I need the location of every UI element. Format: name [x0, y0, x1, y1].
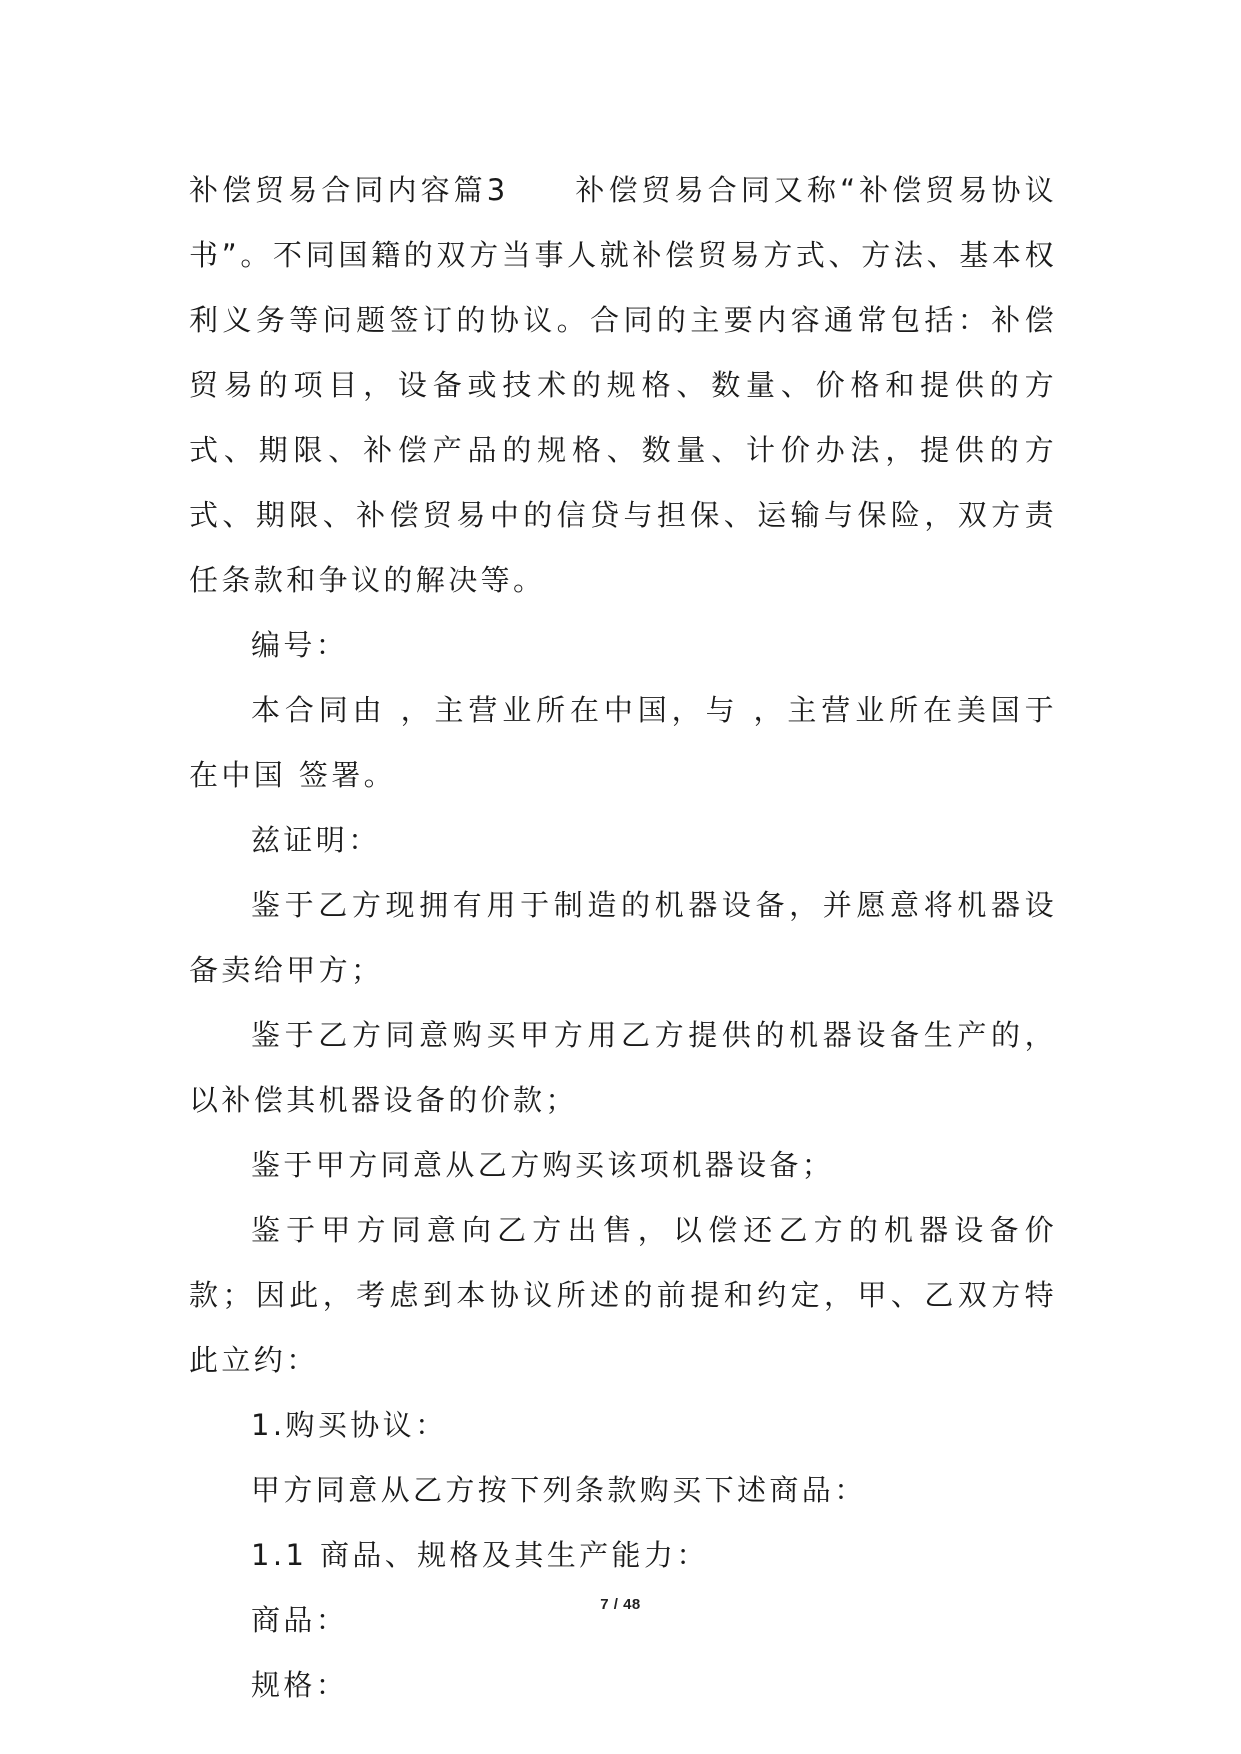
field-label: 商品： [251, 1603, 349, 1637]
contract-number-line: 编号： [251, 628, 349, 662]
page-number: 7 / 48 [600, 1596, 641, 1613]
document-body [189, 158, 1070, 1718]
recital-paragraph: 鉴于甲方同意向乙方出售，以偿还乙方的机器设备价款；因此，考虑到本协议所述的前提和约定，甲、乙双方特此立约： [189, 1213, 1057, 1377]
body-paragraph: 甲方同意从乙方按下列条款购买下述商品： [251, 1473, 867, 1507]
recital-paragraph: 鉴于乙方现拥有用于制造的机器设备，并愿意将机器设备卖给甲方； [189, 888, 1057, 987]
field-label: 规格： [251, 1668, 349, 1702]
subsection-heading: 1.1 商品、规格及其生产能力： [251, 1538, 709, 1572]
intro-paragraph: 补偿贸易合同内容篇3 补偿贸易合同又称“补偿贸易协议书”。不同国籍的双方当事人就补偿贸易方式、方法、基本权利义务等问题签订的协议。合同的主要内容通常包括：补偿贸易的项目，设备或技术的规格、数量、价格和提供的方式、期限、补偿产品的规格、数量、计价办法，提供的方式、期限、补偿贸易中的信贷与担保、运输与保险，双方责任条款和争议的解决等。 [189, 173, 1057, 597]
section-heading: 1.购买协议： [251, 1408, 448, 1442]
parties-paragraph: 本合同由 ，主营业所在中国，与 ，主营业所在美国于 在中国 签署。 [189, 693, 1070, 792]
recital-paragraph: 鉴于乙方同意购买甲方用乙方提供的机器设备生产的，以补偿其机器设备的价款； [189, 1018, 1057, 1117]
recital-paragraph: 鉴于甲方同意从乙方购买该项机器设备； [251, 1148, 835, 1182]
witness-heading: 兹证明： [251, 823, 381, 857]
